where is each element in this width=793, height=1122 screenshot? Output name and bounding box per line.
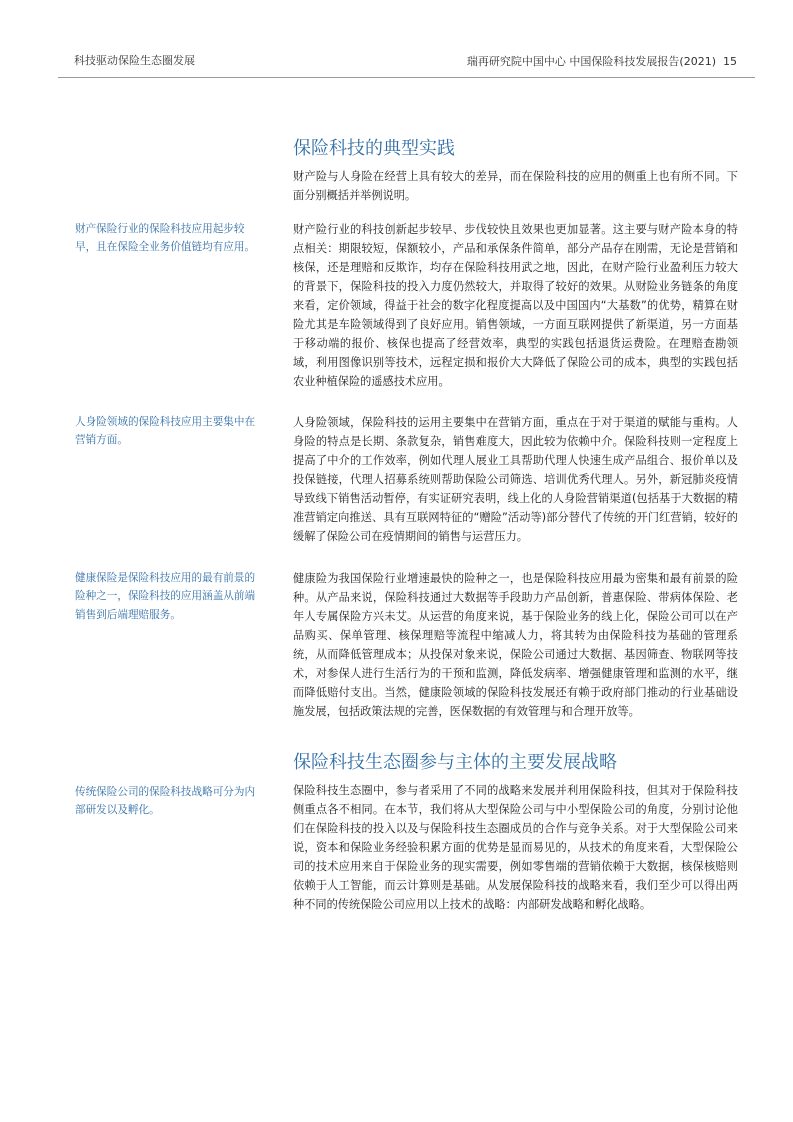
- paragraph-life-insurance: 人身险领域，保险科技的运用主要集中在营销方面，重点在于对于渠道的赋能与重构。人身险的特点是长期、条款复杂，销售难度大，因此较为依赖中介。保险科技则一定程度上提高了中介的工作效率，例如代理人展业工具帮助代理人快速生成产品组合、报价单以及投保链接，代理人招募系统则帮助保险公司筛选、培训优秀代理人。另外，新冠肺炎疫情导致线下销售活动暂停，有实证研究表明，线上化的人身险营销渠道(包括基于大数据的精准营销定向推送、具有互联网特征的“赠险”活动等)部分替代了传统的开门红营销，较好的缓解了保险公司在疫情期间的销售与运营压力。: [293, 416, 738, 543]
- header-divider: [58, 77, 755, 78]
- sidenote-health-insurance: 健康保险是保险科技应用的最有前景的险种之一，保险科技的应用涵盖从前端销售到后端理赔服务。: [75, 572, 256, 621]
- section-intro-paragraph: 财产险与人身险在经营上具有较大的差异，而在保险科技的应用的侧重上也有所不同。下面分别概括并举例说明。: [293, 170, 738, 202]
- section-title-ecosystem-strategy: 保险科技生态圈参与主体的主要发展战略: [293, 752, 617, 773]
- report-title: 瑞再研究院中国中心 中国保险科技发展报告(2021): [466, 55, 716, 68]
- sidenote-traditional-insurers: 传统保险公司的保险科技战略可分为内部研发以及孵化。: [75, 786, 256, 817]
- running-header-left: 科技驱动保险生态圈发展: [74, 54, 195, 67]
- sidenote-life-insurance: 人身险领域的保险科技应用主要集中在营销方面。: [75, 416, 256, 447]
- section-title-typical-practice: 保险科技的典型实践: [293, 138, 455, 159]
- paragraph-health-insurance: 健康险为我国保险行业增速最快的险种之一，也是保险科技应用最为密集和最有前景的险种。从产品来说，保险科技通过大数据等手段助力产品创新，普惠保险、带病体保险、老年人专属保险方兴未艾。从运营的角度来说，基于保险业务的线上化，保险公司可以在产品购买、保单管理、核保理赔等流程中缩减人力，将其转为由保险科技为基础的管理系统，从而降低管理成本；从投保对象来说，保险公司通过大数据、基因筛查、物联网等技术，对参保人进行生活行为的干预和监测，降低发病率、增强健康管理和监测的水平，继而降低赔付支出。当然，健康险领域的保险科技发展还有赖于政府部门推动的行业基础设施发展，包括政策法规的完善，医保数据的有效管理与和合理开放等。: [293, 572, 738, 718]
- sidenote-property-insurance: 财产保险行业的保险科技应用起步较早，且在保险全业务价值链均有应用。: [75, 223, 256, 254]
- page-number: 15: [723, 55, 737, 68]
- running-header-right: [467, 55, 737, 69]
- paragraph-ecosystem-strategy: 保险科技生态圈中，参与者采用了不同的战略来发展并利用保险科技，但其对于保险科技侧重点各不相同。在本节，我们将从大型保险公司与中小型保险公司的角度，分别讨论他们在保险科技的投入以及与保险科技生态圈成员的合作与竞争关系。对于大型保险公司来说，资本和保险业务经验积累方面的优势是显而易见的，从技术的角度来看，大型保险公司的技术应用来自于保险业务的现实需要，例如零售端的营销依赖于大数据，核保核赔则依赖于人工智能，而云计算则是基础。从发展保险科技的战略来看，我们至少可以得出两种不同的传统保险公司应用以上技术的战略：内部研发战略和孵化战略。: [293, 784, 738, 911]
- paragraph-property-insurance: 财产险行业的科技创新起步较早、步伐较快且效果也更加显著。这主要与财产险本身的特点相关：期限较短，保额较小，产品和承保条件简单，部分产品存在刚需，无论是营销和核保，还是理赔和反欺诈，均存在保险科技用武之地，因此，在财产险行业盈利压力较大的背景下，保险科技的投入力度仍然较大，并取得了较好的效果。从财险业务链条的角度来看，定价领域，得益于社会的数字化程度提高以及中国国内“大基数”的优势，精算在财险尤其是车险领域得到了良好应用。销售领域，一方面互联网提供了新渠道，另一方面基于移动端的报价、核保也提高了经营效率，典型的实践包括退货运费险。在理赔查勘领域，利用图像识别等技术，远程定损和报价大大降低了保险公司的成本，典型的实践包括农业种植保险的遥感技术应用。: [293, 223, 738, 388]
